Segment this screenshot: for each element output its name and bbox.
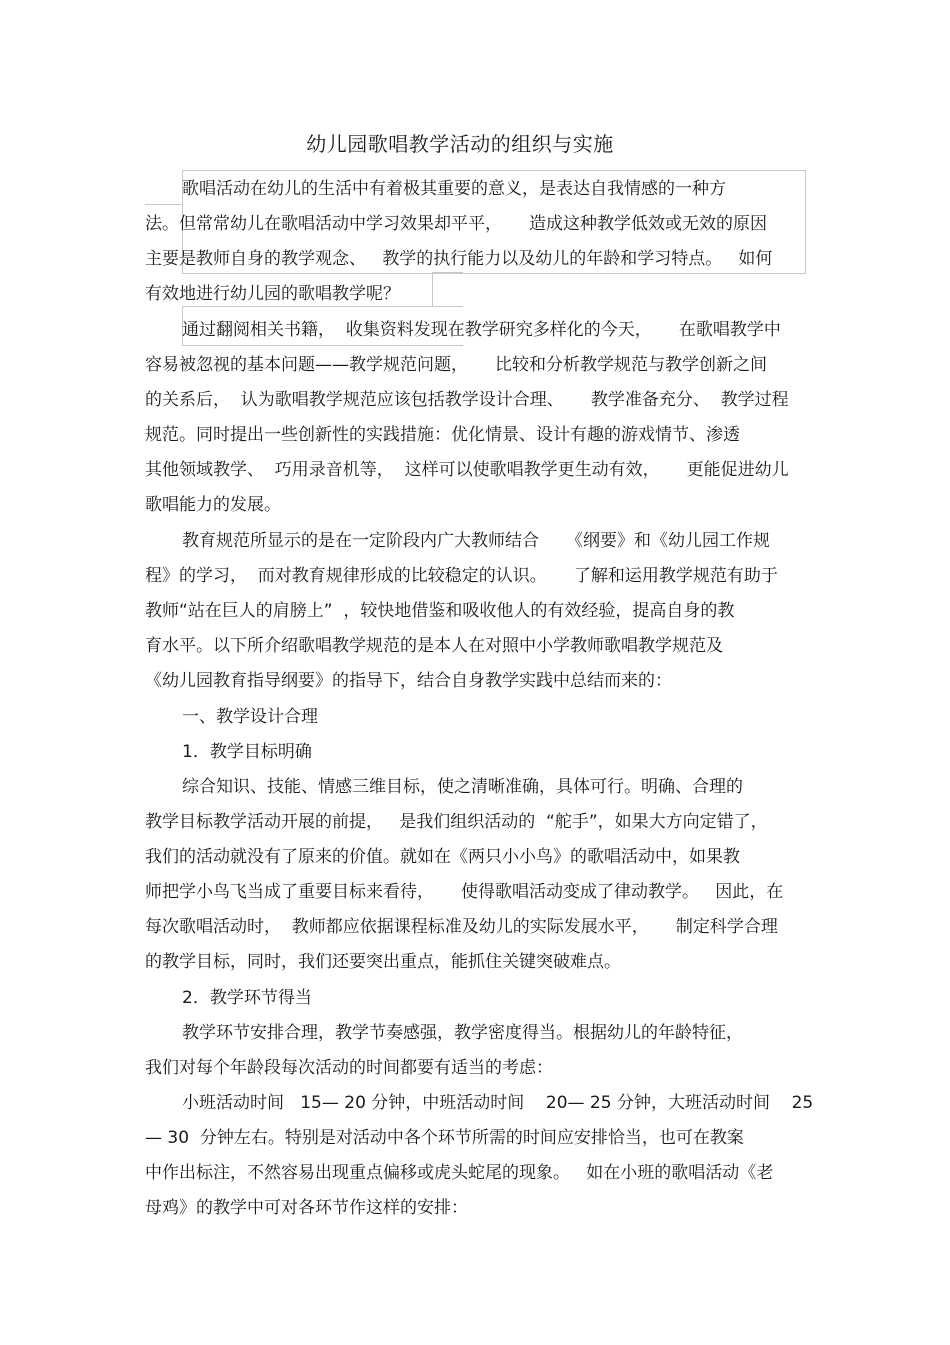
body-line: 歌唱能力的发展。 [145, 495, 281, 515]
subsection-heading: 2．教学环节得当 [182, 988, 312, 1008]
margin-mark [145, 170, 182, 205]
body-line: 主要是教师自身的教学观念、 教学的执行能力以及幼儿的年龄和学习特点。 如何 [145, 249, 773, 269]
body-line: 教师“站在巨人的肩膀上” ，较快地借鉴和吸收他人的有效经验，提高自身的教 [145, 601, 735, 621]
body-line: 教育规范所显示的是在一定阶段内广大教师结合 《纲要》和《幼儿园工作规 [182, 531, 771, 551]
body-line: 中作出标注，不然容易出现重点偏移或虎头蛇尾的现象。 如在小班的歌唱活动《老 [145, 1163, 774, 1183]
text-frame-2 [432, 272, 463, 307]
body-line: 母鸡》的教学中可对各环节作这样的安排： [145, 1198, 468, 1218]
section-heading: 一、教学设计合理 [182, 707, 318, 727]
body-line: 法。但常常幼儿在歌唱活动中学习效果却平平， 造成这种教学低效或无效的原因 [145, 214, 768, 234]
document-title: 幼儿园歌唱教学活动的组织与实施 [306, 132, 614, 156]
body-line: 规范。同时提出一些创新性的实践措施：优化情景、设计有趣的游戏情节、渗透 [145, 425, 740, 445]
body-line: 综合知识、技能、情感三维目标，使之清晰准确，具体可行。明确、合理的 [182, 777, 743, 797]
body-line: 育水平。以下所介绍歌唱教学规范的是本人在对照中小学教师歌唱教学规范及 [145, 636, 723, 656]
body-line: 歌唱活动在幼儿的生活中有着极其重要的意义，是表达自我情感的一种方 [182, 179, 726, 199]
body-line: — 30 分钟左右。特别是对活动中各个环节所需的时间应安排恰当，也可在教案 [145, 1128, 744, 1148]
body-line: 我们的活动就没有了原来的价值。就如在《两只小小鸟》的歌唱活动中，如果教 [145, 847, 740, 867]
body-line: 的关系后， 认为歌唱教学规范应该包括教学设计合理、 教学准备充分、 教学过程 [145, 390, 789, 410]
body-line: 的教学目标，同时，我们还要突出重点，能抓住关键突破难点。 [145, 952, 621, 972]
body-line: 我们对每个年龄段每次活动的时间都要有适当的考虑： [145, 1058, 553, 1078]
body-line: 师把学小鸟飞当成了重要目标来看待， 使得歌唱活动变成了律动教学。 因此，在 [145, 882, 784, 902]
body-line: 有效地进行幼儿园的歌唱教学呢？ [145, 284, 400, 304]
body-line: 小班活动时间 15— 20 分钟，中班活动时间 20— 25 分钟，大班活动时间 25 [182, 1093, 814, 1113]
body-line: 程》的学习， 而对教育规律形成的比较稳定的认识。 了解和运用教学规范有助于 [145, 566, 778, 586]
body-line: 通过翻阅相关书籍， 收集资料发现在教学研究多样化的今天， 在歌唱教学中 [182, 320, 781, 340]
body-line: 教学环节安排合理，教学节奏感强，教学密度得当。根据幼儿的年龄特征， [182, 1023, 743, 1043]
body-line: 其他领域教学、 巧用录音机等， 这样可以使歌唱教学更生动有效， 更能促进幼儿 [145, 460, 789, 480]
body-line: 每次歌唱活动时， 教师都应依据课程标准及幼儿的实际发展水平， 制定科学合理 [145, 917, 778, 937]
body-line: 教学目标教学活动开展的前提， 是我们组织活动的 “舵手”，如果大方向定错了， [145, 812, 768, 832]
body-line: 《幼儿园教育指导纲要》的指导下，结合自身教学实践中总结而来的： [145, 671, 672, 691]
subsection-heading: 1．教学目标明确 [182, 742, 312, 762]
body-line: 容易被忽视的基本问题——教学规范问题， 比较和分析教学规范与教学创新之间 [145, 355, 768, 375]
